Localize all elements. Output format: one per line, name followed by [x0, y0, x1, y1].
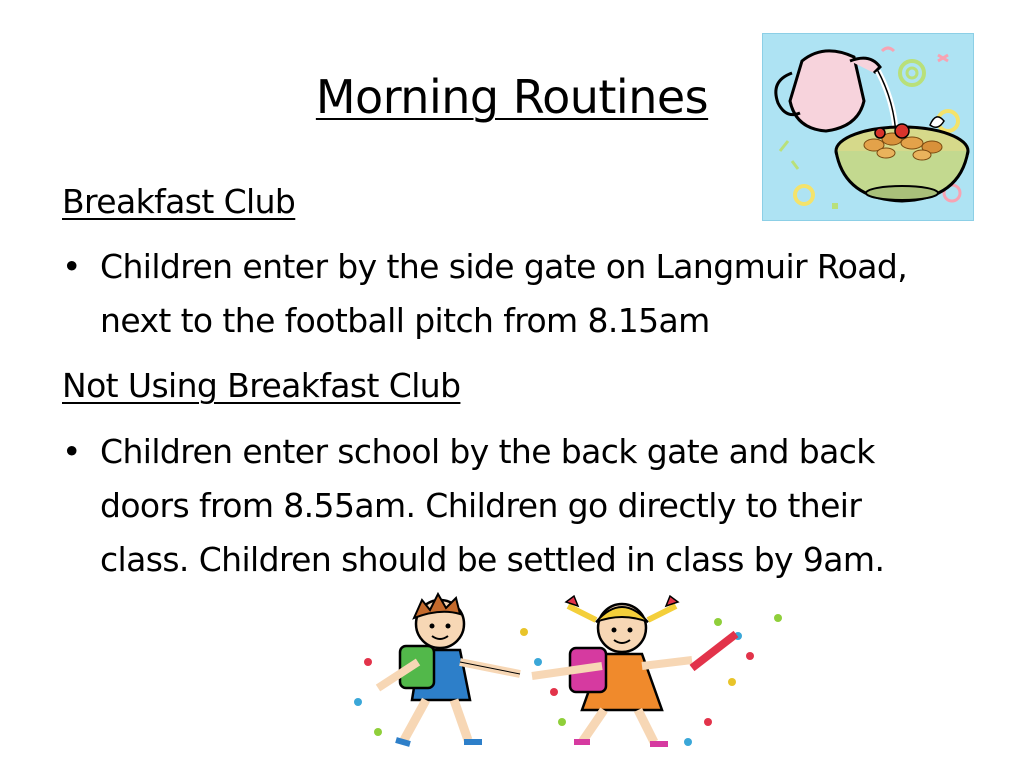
bullet-breakfast-club: [62, 240, 942, 348]
bullet-not-using-breakfast-club: [62, 425, 942, 587]
section-heading-not-using-breakfast-club: Not Using Breakfast Club: [62, 366, 461, 405]
bullet-text: Children enter by the side gate on Langmuir Road, next to the football pitch from 8.15am: [100, 247, 908, 340]
bullet-dot: •: [62, 432, 81, 471]
children-walking-clipart: [348, 592, 788, 752]
section-heading-breakfast-club: Breakfast Club: [62, 182, 296, 221]
breakfast-clipart: [762, 33, 974, 221]
bullet-text: Children enter school by the back gate and back doors from 8.55am. Children go directly to their class. Children should be settled in class by 9am.: [100, 432, 885, 579]
bullet-dot: •: [62, 247, 81, 286]
slide-title-text: Morning Routines: [315, 70, 709, 124]
